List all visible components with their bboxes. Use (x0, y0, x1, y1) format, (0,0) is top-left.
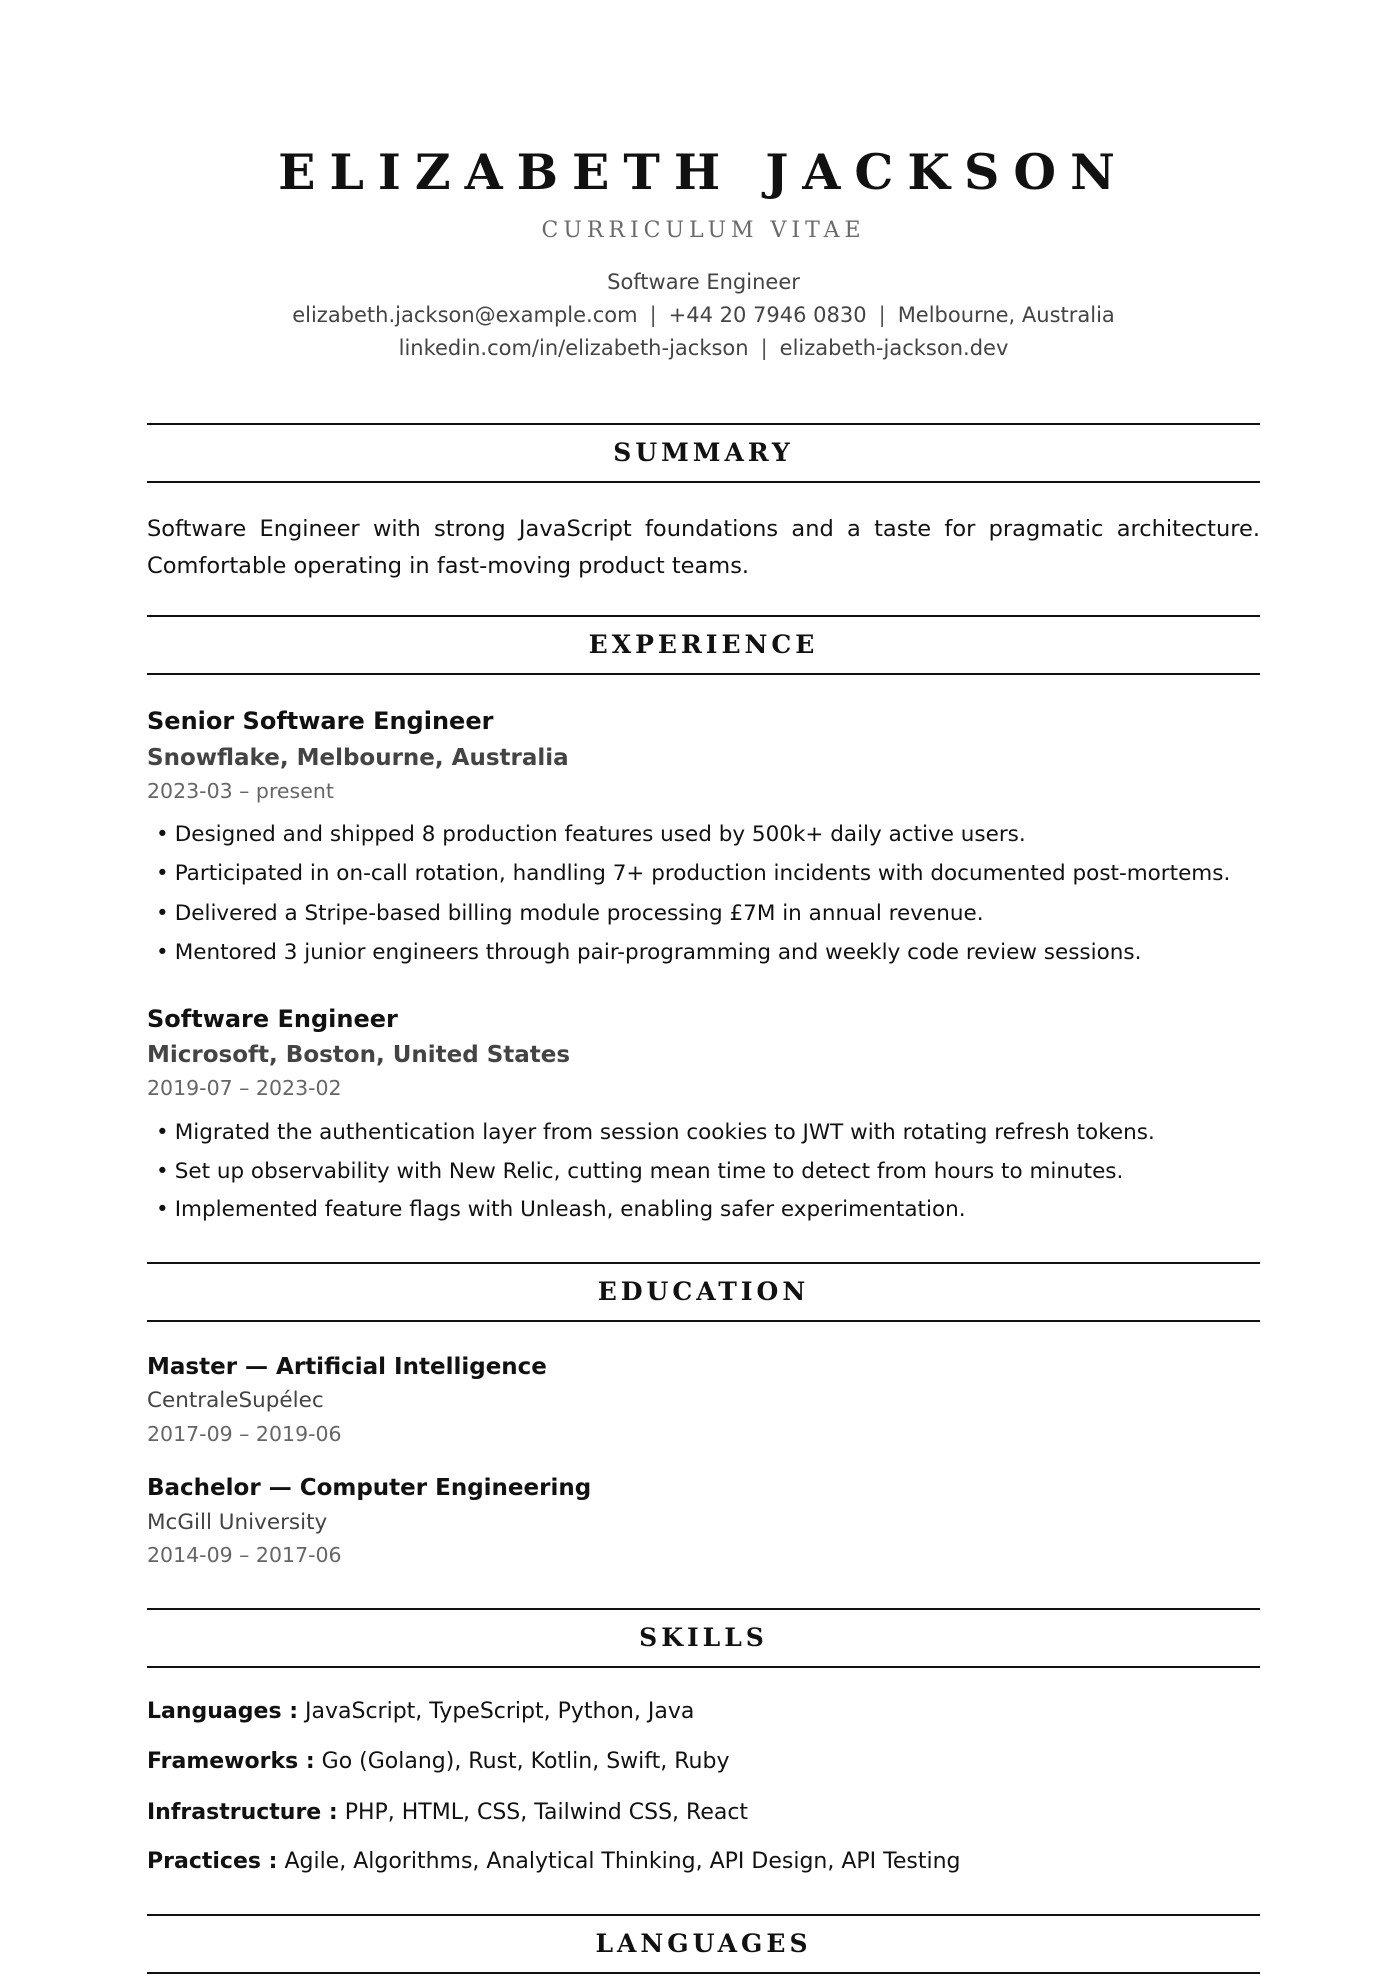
email-link[interactable]: elizabeth.jackson@example.com (292, 303, 638, 327)
job-bullet: • Mentored 3 junior engineers through pair-programming and weekly code review sessions. (156, 940, 1142, 965)
job-bullet: • Participated in on-call rotation, handling 7+ production incidents with documented post-mortems. (156, 861, 1231, 886)
skill-label: Frameworks : (147, 1749, 315, 1774)
website-link[interactable]: elizabeth-jackson.dev (779, 336, 1009, 360)
summary-text: Software Engineer with strong JavaScript foundations and a taste for pragmatic architecture. Comfortable operating in fast-moving product teams. (147, 516, 1260, 579)
section-heading-education: EDUCATION (147, 1262, 1260, 1322)
job-bullet: • Delivered a Stripe-based billing module processing £7M in annual revenue. (156, 901, 984, 926)
skill-row (147, 1697, 1260, 1727)
section-heading-skills: SKILLS (147, 1608, 1260, 1668)
job-bullet: • Migrated the authentication layer from session cookies to JWT with rotating refresh tokens. (156, 1120, 1155, 1145)
education-degree: Bachelor — Computer Engineering (147, 1475, 592, 1501)
candidate-name: ELIZABETH JACKSON (278, 143, 1129, 201)
skill-row (147, 1847, 1260, 1877)
job-bullet: • Implemented feature flags with Unleash, enabling safer experimentation. (156, 1197, 966, 1222)
job-role: Software Engineer (147, 1005, 398, 1033)
location: Melbourne, Australia (897, 303, 1115, 327)
skill-value: JavaScript, TypeScript, Python, Java (305, 1699, 695, 1724)
separator: | (649, 303, 657, 327)
skill-label: Languages : (147, 1699, 299, 1724)
contact-line-2 (147, 334, 1260, 362)
job-bullet: • Designed and shipped 8 production features used by 500k+ daily active users. (156, 822, 1026, 847)
section-heading-summary: SUMMARY (147, 423, 1260, 483)
job-title (147, 268, 1260, 296)
document-subtitle: CURRICULUM VITAE (541, 218, 866, 243)
job-bullet: • Set up observability with New Relic, cutting mean time to detect from hours to minutes. (156, 1159, 1124, 1184)
section-heading-experience: EXPERIENCE (147, 615, 1260, 675)
section-heading-languages: LANGUAGES (147, 1914, 1260, 1974)
skill-label: Infrastructure : (147, 1800, 338, 1825)
phone-number[interactable]: +44 20 7946 0830 (668, 303, 867, 327)
education-school: CentraleSupélec (147, 1388, 324, 1413)
education-dates: 2014-09 – 2017-06 (147, 1543, 342, 1567)
separator: | (760, 336, 768, 360)
education-degree: Master — Artificial Intelligence (147, 1354, 547, 1380)
separator: | (878, 303, 886, 327)
education-school: McGill University (147, 1510, 328, 1535)
linkedin-link[interactable]: linkedin.com/in/elizabeth-jackson (398, 336, 749, 360)
education-dates: 2017-09 – 2019-06 (147, 1422, 342, 1446)
skill-label: Practices : (147, 1849, 278, 1874)
job-dates: 2023-03 – present (147, 779, 334, 803)
skill-row (147, 1747, 1260, 1777)
skill-row (147, 1798, 1260, 1828)
skill-value: PHP, HTML, CSS, Tailwind CSS, React (344, 1800, 749, 1825)
job-company: Snowflake, Melbourne, Australia (147, 745, 569, 771)
job-title-text: Software Engineer (607, 270, 800, 294)
skill-value: Agile, Algorithms, Analytical Thinking, API Design, API Testing (284, 1849, 961, 1874)
contact-line-1 (147, 301, 1260, 329)
skill-value: Go (Golang), Rust, Kotlin, Swift, Ruby (321, 1749, 730, 1774)
job-role: Senior Software Engineer (147, 707, 494, 735)
job-dates: 2019-07 – 2023-02 (147, 1076, 342, 1100)
job-company: Microsoft, Boston, United States (147, 1042, 571, 1068)
